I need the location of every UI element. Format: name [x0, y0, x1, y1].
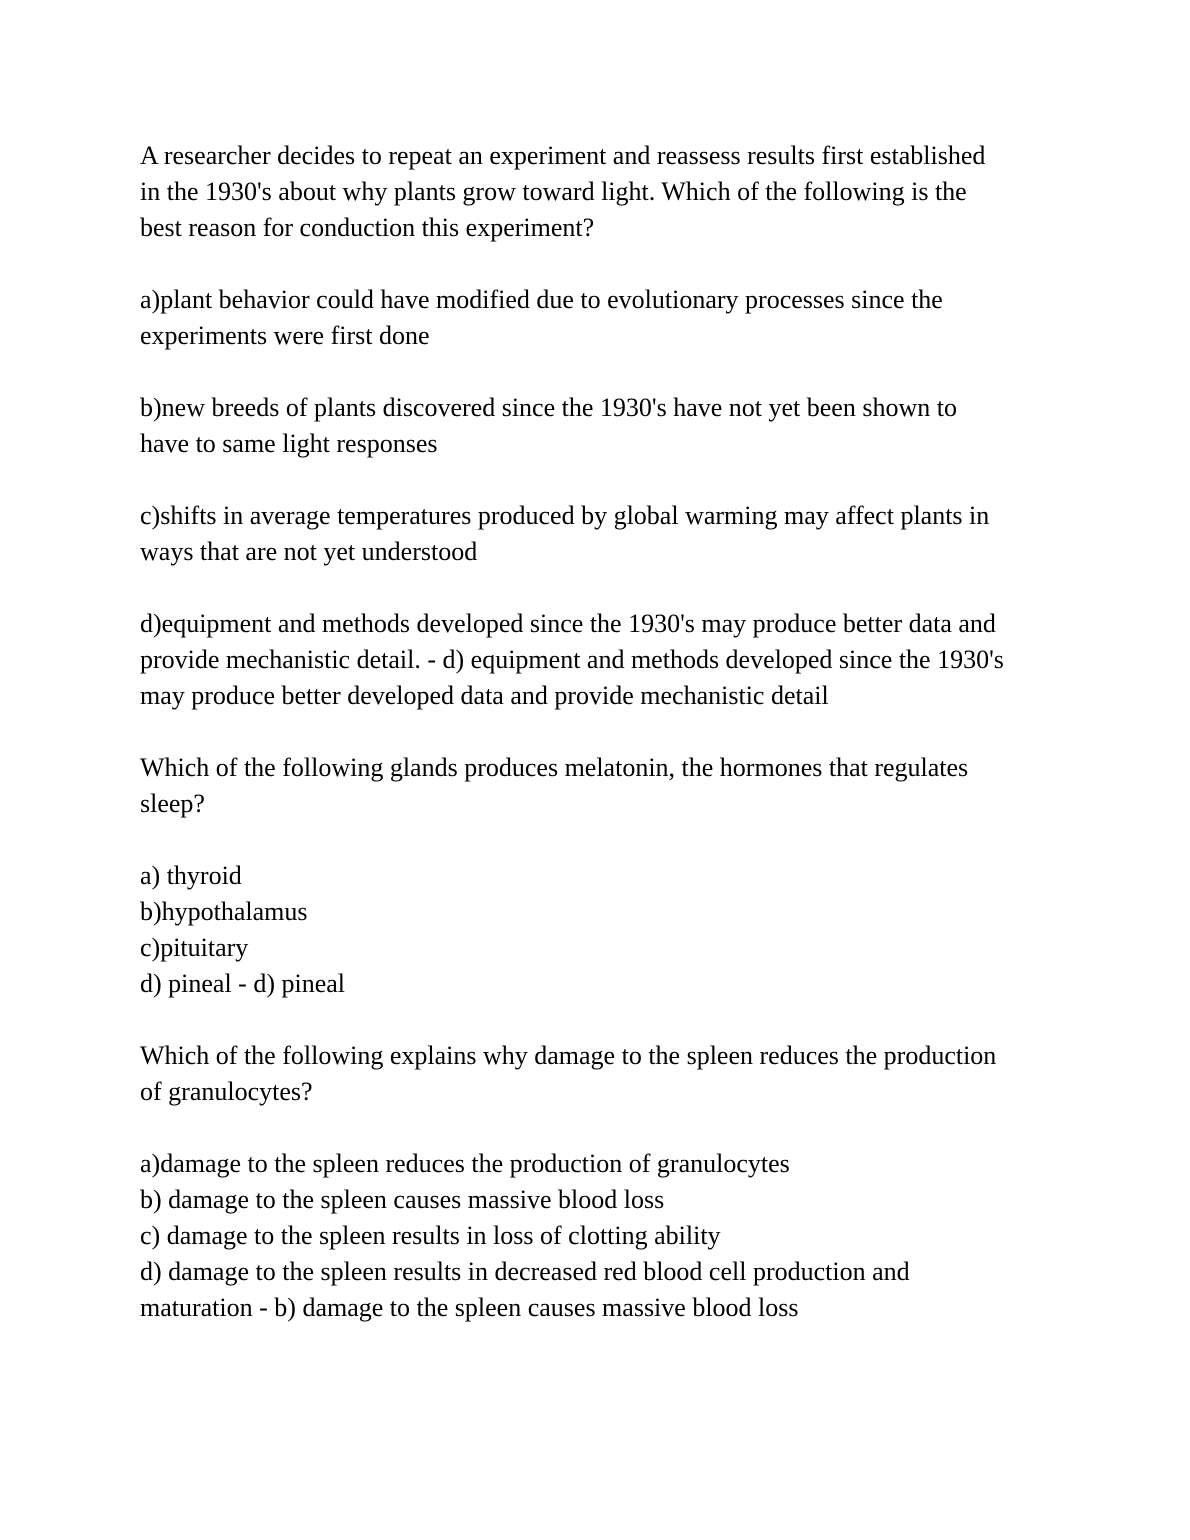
- text-line: A researcher decides to repeat an experiment and reassess results first established: [140, 141, 986, 170]
- option-line: b)hypothalamus: [140, 897, 308, 926]
- option-line: d) pineal - d) pineal: [140, 969, 346, 998]
- q2-question-text: [140, 750, 1060, 822]
- q1-option-b: [140, 390, 1060, 462]
- text-line: c)shifts in average temperatures produced by global warming may affect plants in: [140, 501, 990, 530]
- text-line: d)equipment and methods developed since the 1930's may produce better data and: [140, 609, 996, 638]
- option-line: c) damage to the spleen results in loss of clotting ability: [140, 1221, 721, 1250]
- option-line: a) thyroid: [140, 861, 242, 890]
- q2-options: [140, 858, 1060, 1002]
- text-line: in the 1930's about why plants grow toward light. Which of the following is the: [140, 177, 967, 206]
- text-line: a)plant behavior could have modified due to evolutionary processes since the: [140, 285, 943, 314]
- text-line: Which of the following glands produces melatonin, the hormones that regulates: [140, 753, 969, 782]
- q3-options: [140, 1146, 1060, 1326]
- q1-option-a: [140, 282, 1060, 354]
- document-page: [140, 138, 1060, 1362]
- q1-question-text: [140, 138, 1060, 246]
- text-line: experiments were first done: [140, 321, 430, 350]
- option-line: b) damage to the spleen causes massive blood loss: [140, 1185, 665, 1214]
- q1-option-d-answer: [140, 606, 1060, 714]
- text-line: best reason for conduction this experiment?: [140, 213, 595, 242]
- text-line: may produce better developed data and provide mechanistic detail: [140, 681, 829, 710]
- text-line: sleep?: [140, 789, 205, 818]
- q1-option-c: [140, 498, 1060, 570]
- text-line: have to same light responses: [140, 429, 438, 458]
- option-line: maturation - b) damage to the spleen causes massive blood loss: [140, 1293, 799, 1322]
- option-line: c)pituitary: [140, 933, 249, 962]
- text-line: Which of the following explains why damage to the spleen reduces the production: [140, 1041, 997, 1070]
- q3-question-text: [140, 1038, 1060, 1110]
- text-line: ways that are not yet understood: [140, 537, 478, 566]
- text-line: b)new breeds of plants discovered since the 1930's have not yet been shown to: [140, 393, 957, 422]
- option-line: a)damage to the spleen reduces the production of granulocytes: [140, 1149, 790, 1178]
- text-line: of granulocytes?: [140, 1077, 313, 1106]
- option-line: d) damage to the spleen results in decreased red blood cell production and: [140, 1257, 910, 1286]
- text-line: provide mechanistic detail. - d) equipment and methods developed since the 1930's: [140, 645, 1004, 674]
